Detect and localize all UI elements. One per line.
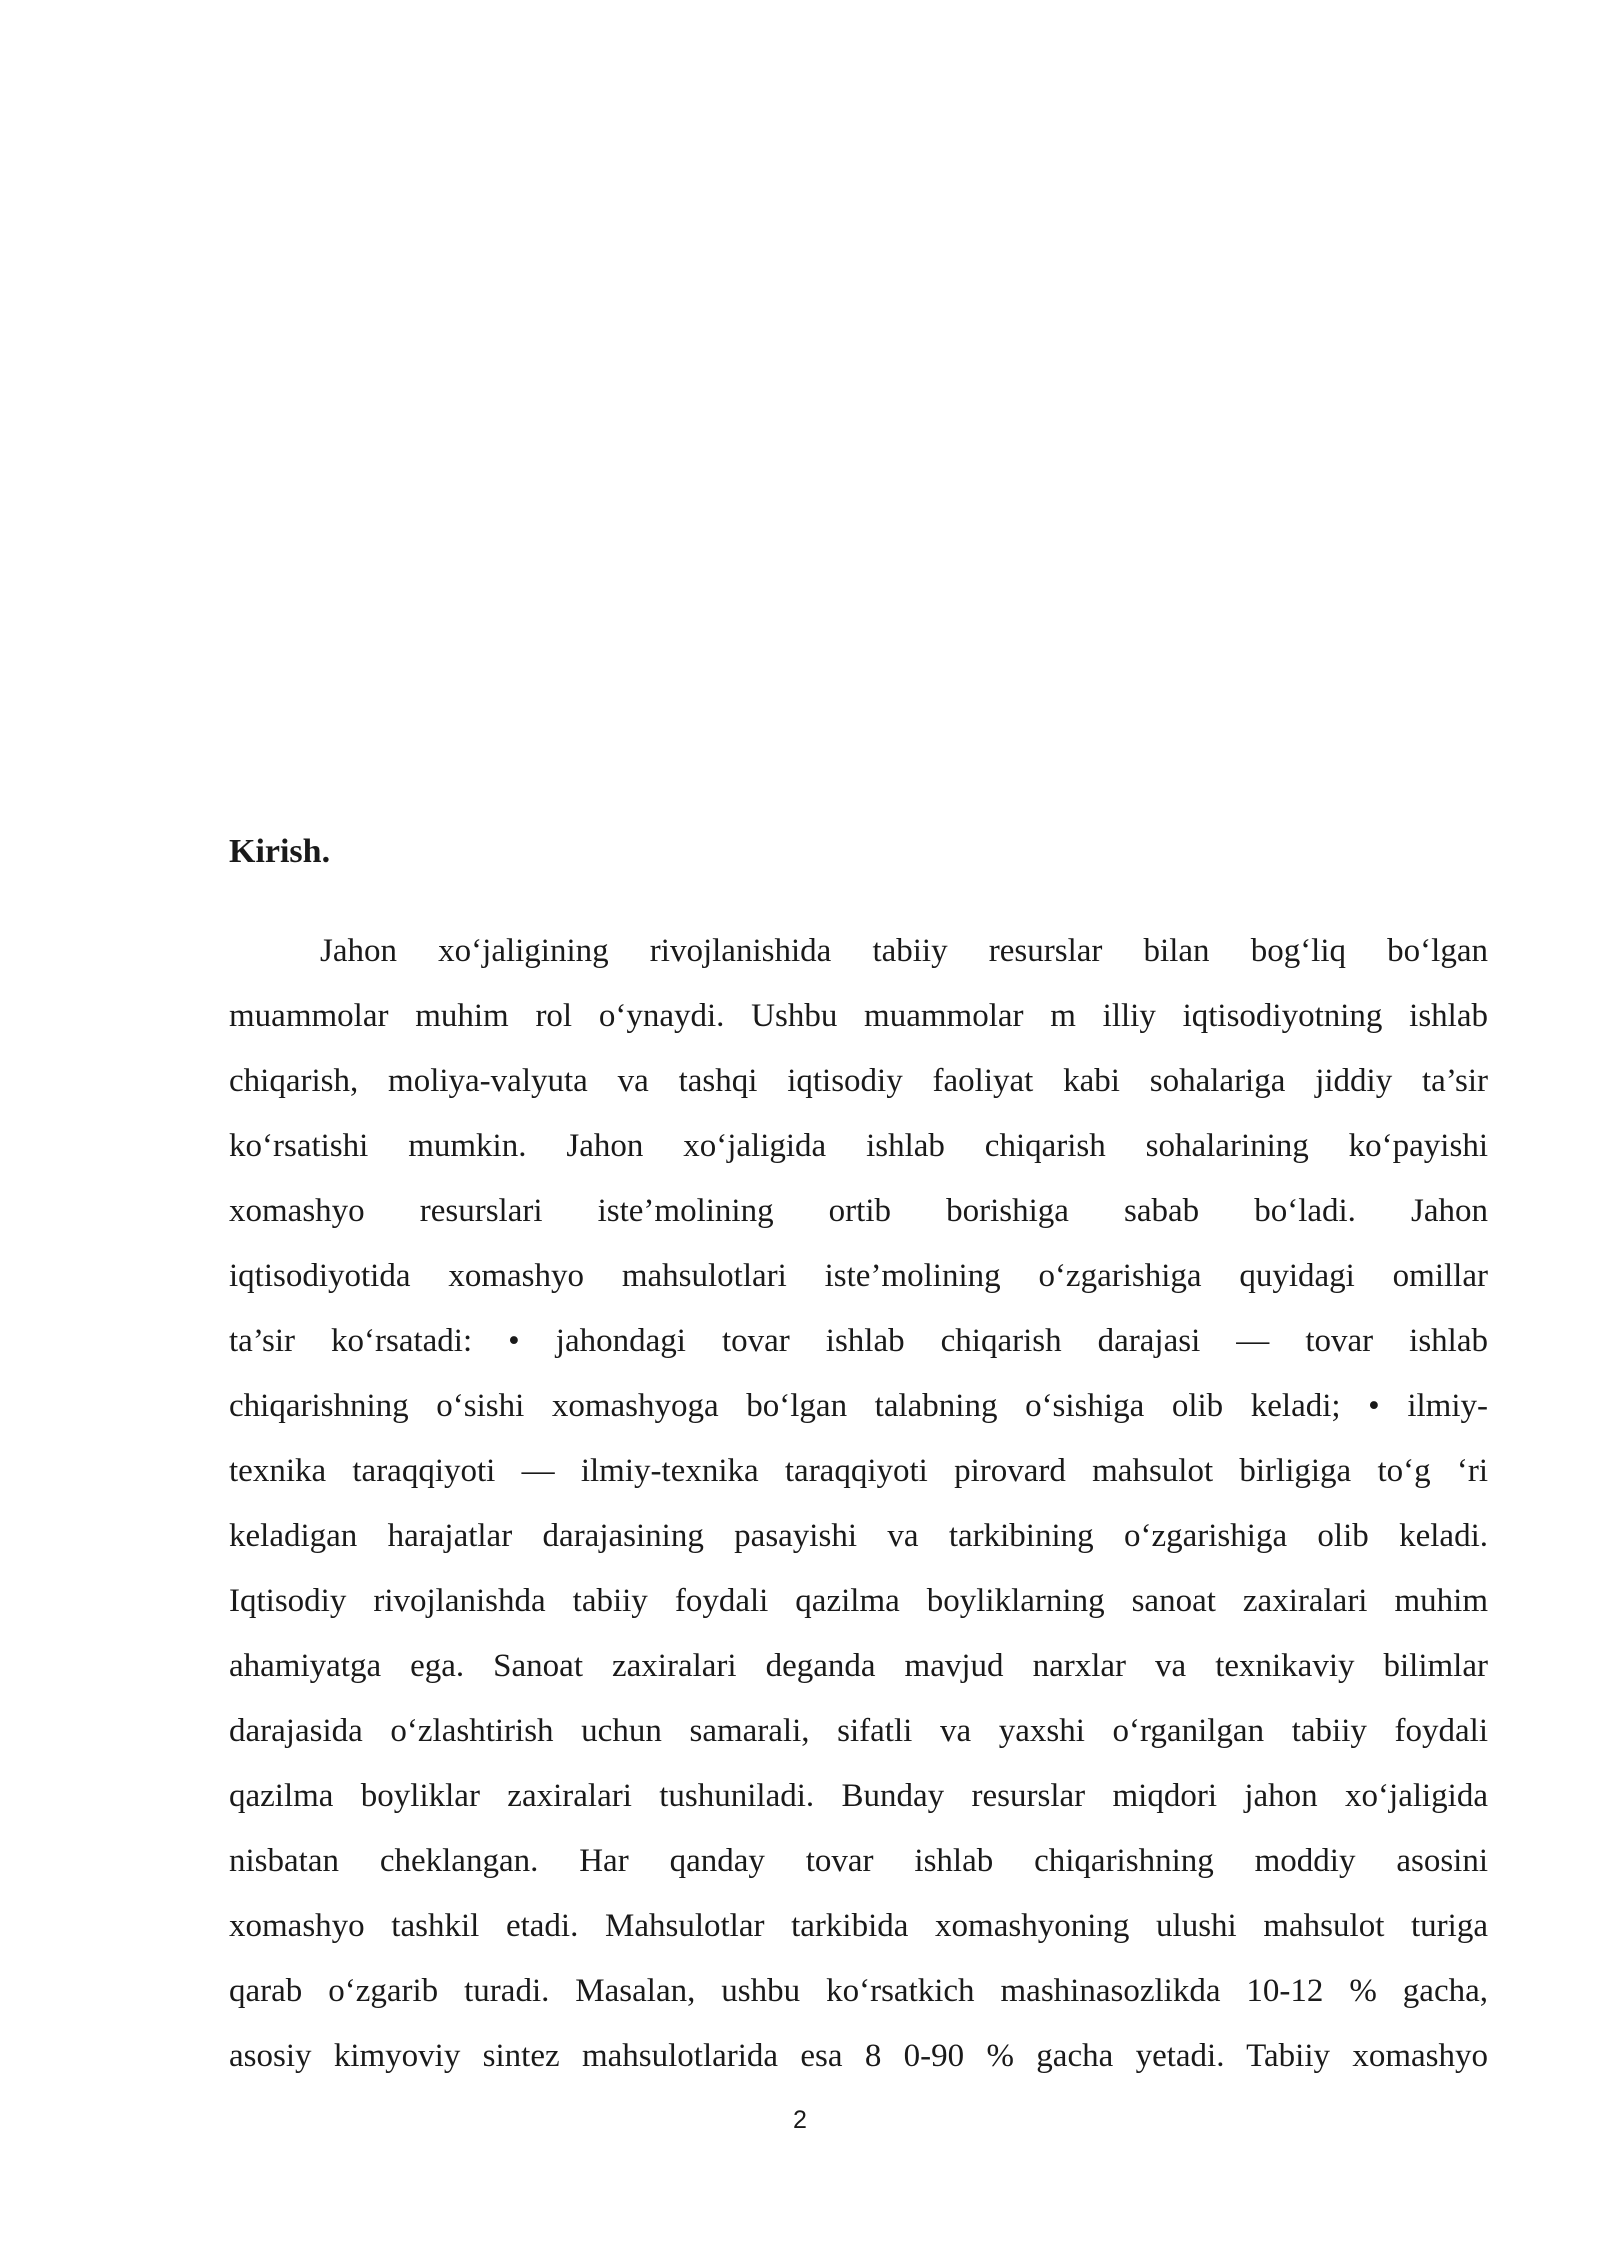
- paragraph-line: keladigan harajatlar darajasining pasayishi va tarkibining o‘zgarishiga olib keladi.: [229, 1518, 1488, 1554]
- paragraph-line: asosiy kimyoviy sintez mahsulotlarida esa 8 0-90 % gacha yetadi. Tabiiy xomashyo: [229, 2038, 1488, 2074]
- paragraph-line: xomashyo tashkil etadi. Mahsulotlar tarkibida xomashyoning ulushi mahsulot turiga: [229, 1908, 1488, 1944]
- paragraph-line: chiqarish, moliya-valyuta va tashqi iqtisodiy faoliyat kabi sohalariga jiddiy ta’sir: [229, 1063, 1488, 1099]
- paragraph-line: darajasida o‘zlashtirish uchun samarali, sifatli va yaxshi o‘rganilgan tabiiy foydali: [229, 1713, 1488, 1749]
- paragraph-line: ahamiyatga ega. Sanoat zaxiralari deganda mavjud narxlar va texnikaviy bilimlar: [229, 1648, 1488, 1684]
- paragraph-line: muammolar muhim rol o‘ynaydi. Ushbu muammolar m illiy iqtisodiyotning ishlab: [229, 998, 1488, 1034]
- paragraph-line: ta’sir ko‘rsatadi: • jahondagi tovar ishlab chiqarish darajasi — tovar ishlab: [229, 1323, 1488, 1359]
- paragraph-line: texnika taraqqiyoti — ilmiy-texnika taraqqiyoti pirovard mahsulot birligiga to‘g ‘ri: [229, 1453, 1488, 1489]
- page-number: 2: [793, 2106, 807, 2134]
- paragraph-line: nisbatan cheklangan. Har qanday tovar ishlab chiqarishning moddiy asosini: [229, 1843, 1488, 1879]
- paragraph-line: iqtisodiyotida xomashyo mahsulotlari iste’molining o‘zgarishiga quyidagi omillar: [229, 1258, 1488, 1294]
- section-heading: Kirish.: [229, 833, 331, 870]
- paragraph-line: Iqtisodiy rivojlanishda tabiiy foydali qazilma boyliklarning sanoat zaxiralari muhim: [229, 1583, 1488, 1619]
- paragraph-line: ko‘rsatishi mumkin. Jahon xo‘jaligida ishlab chiqarish sohalarining ko‘payishi: [229, 1128, 1488, 1164]
- paragraph-line: qarab o‘zgarib turadi. Masalan, ushbu ko‘rsatkich mashinasozlikda 10-12 % gacha,: [229, 1973, 1488, 2009]
- paragraph-line: Jahon xo‘jaligining rivojlanishida tabiiy resurslar bilan bog‘liq bo‘lgan: [320, 933, 1488, 969]
- paragraph-line: qazilma boyliklar zaxiralari tushuniladi. Bunday resurslar miqdori jahon xo‘jaligida: [229, 1778, 1488, 1814]
- paragraph-line: chiqarishning o‘sishi xomashyoga bo‘lgan talabning o‘sishiga olib keladi; • ilmiy-: [229, 1388, 1488, 1424]
- body-paragraph: [229, 919, 1488, 2089]
- paragraph-line: xomashyo resurslari iste’molining ortib borishiga sabab bo‘ladi. Jahon: [229, 1193, 1488, 1229]
